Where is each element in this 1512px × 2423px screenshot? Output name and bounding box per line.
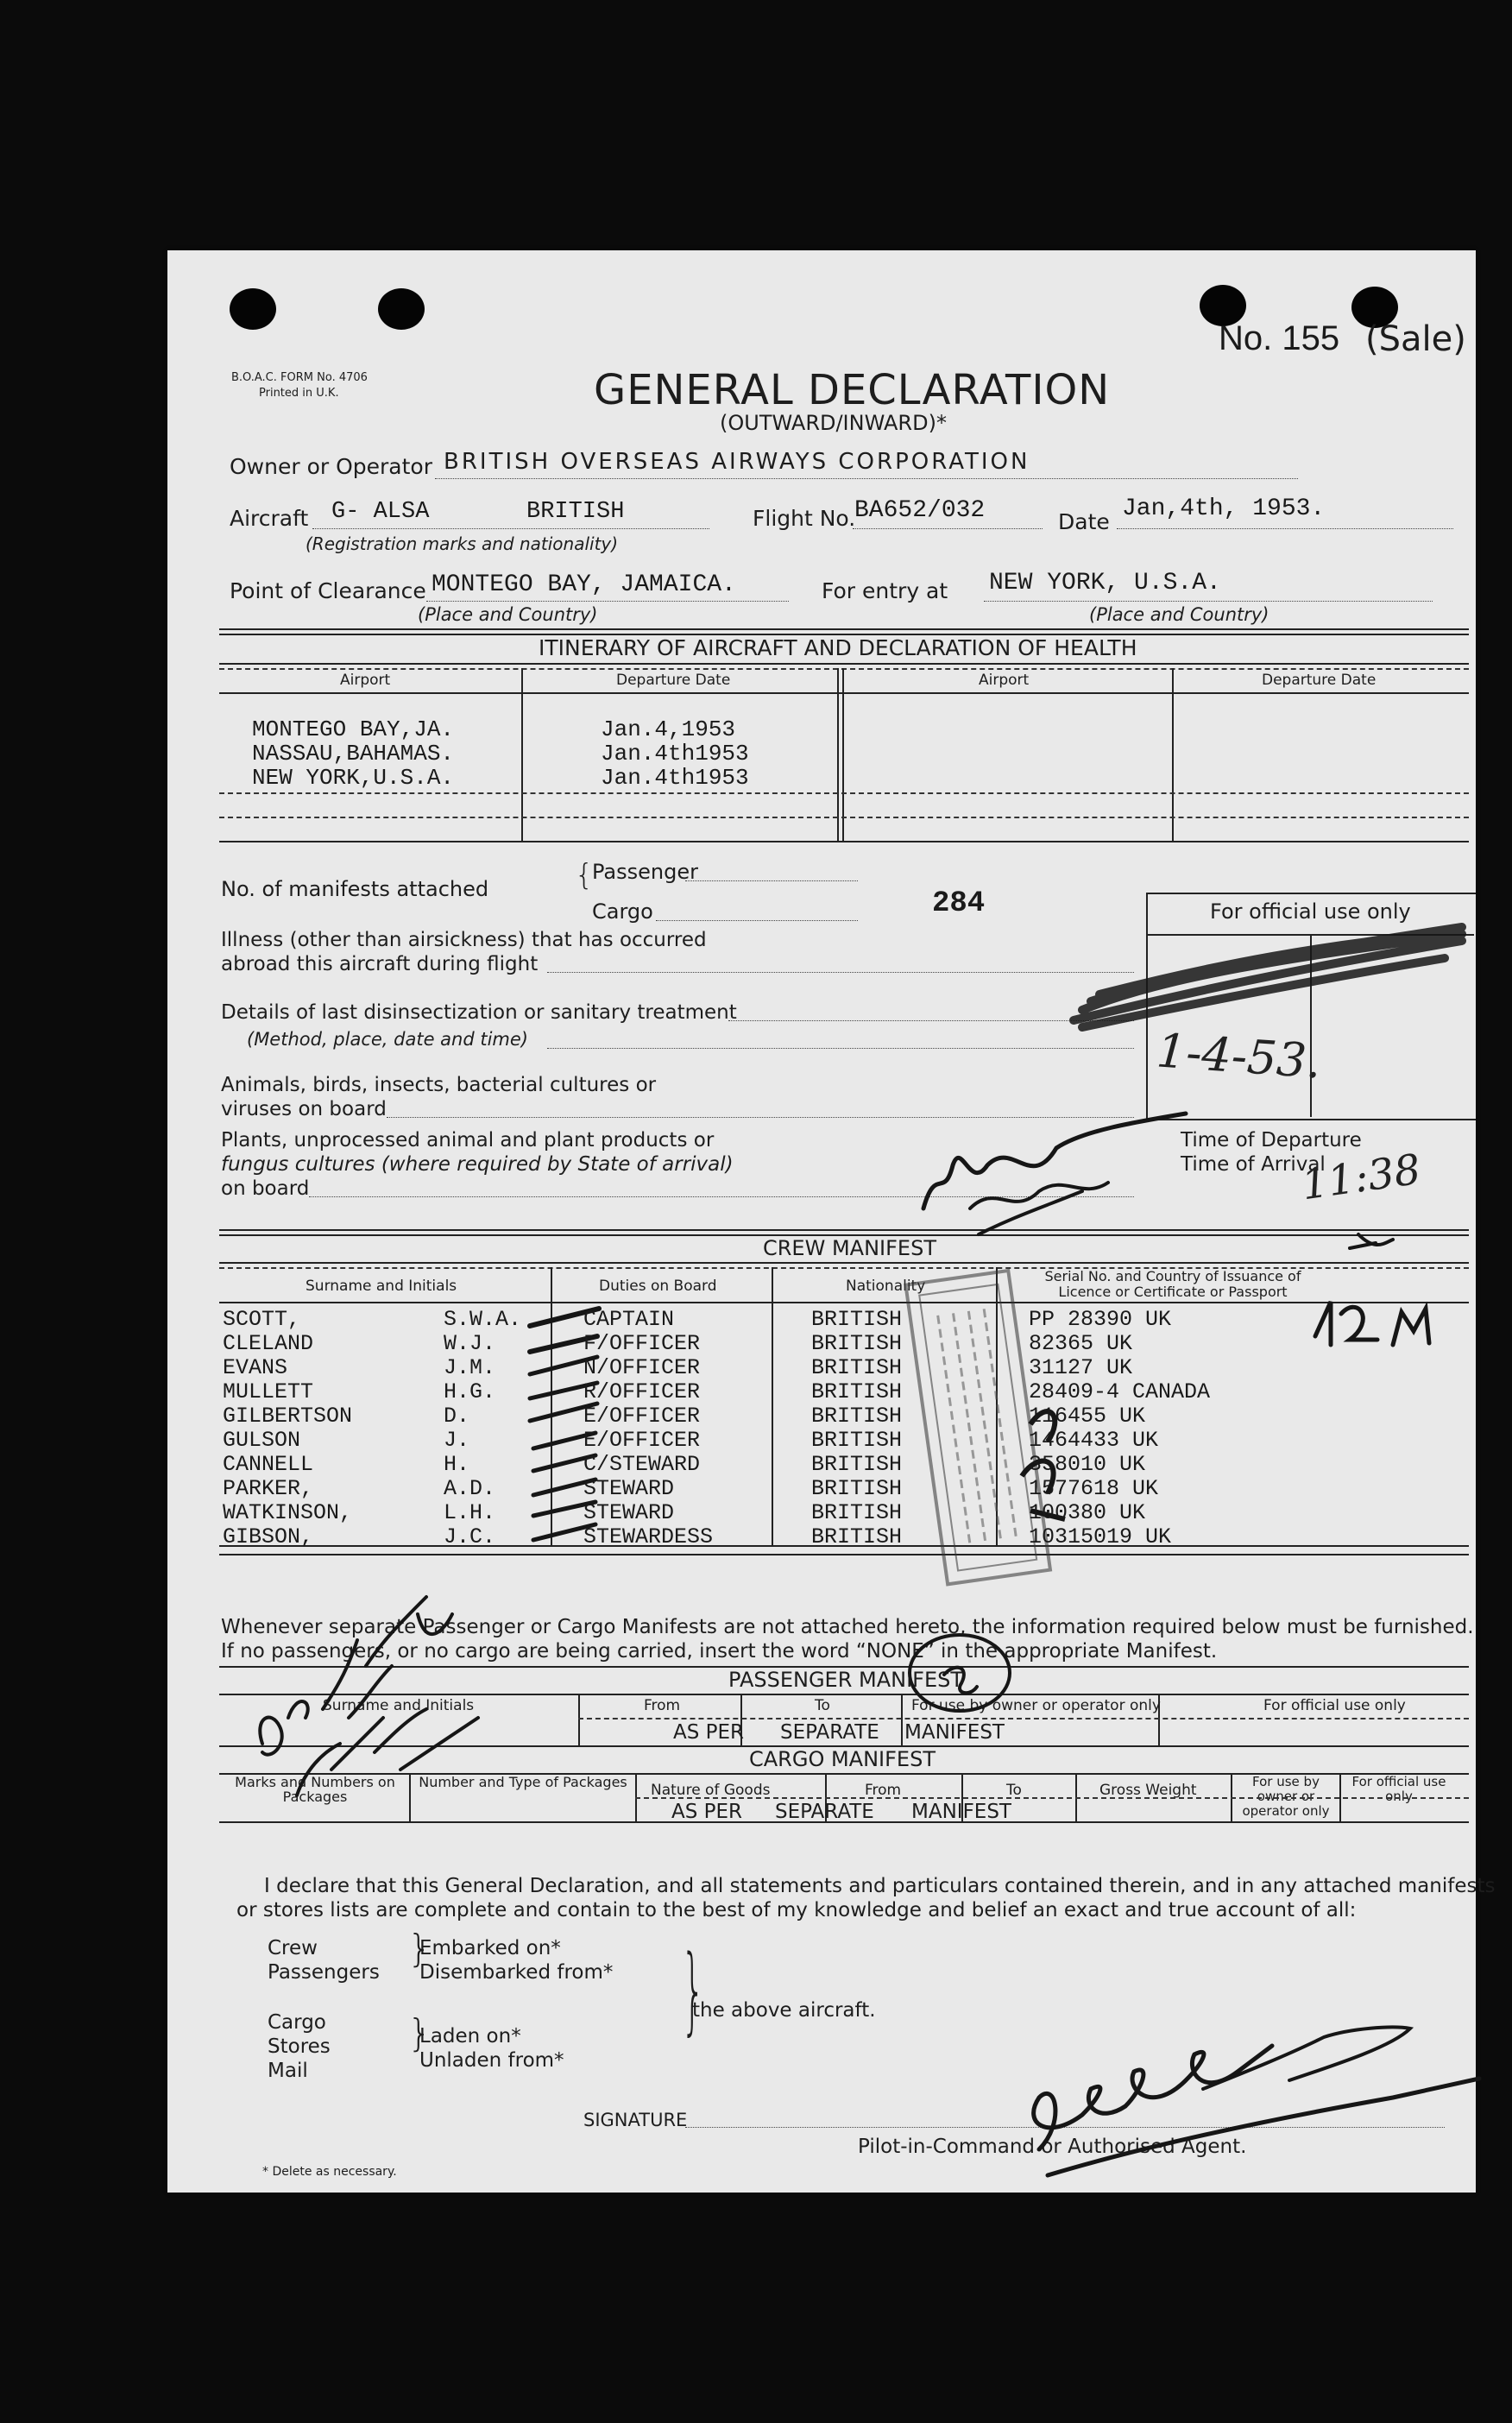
cargo-header-marks: Marks and Numbers on Packages xyxy=(235,1774,395,1805)
cargo-header-official: For official use only xyxy=(1351,1774,1446,1804)
handwritten-date: 1-4-53. xyxy=(1155,1023,1324,1089)
passenger-to-value: SEPARATE xyxy=(780,1721,879,1744)
plants-label-2: fungus cultures (where required by State of arrival) xyxy=(221,1153,734,1176)
crew-initials: A.D. xyxy=(444,1476,496,1501)
itinerary-header-date-2: Departure Date xyxy=(1262,672,1377,689)
cargo-header-owner: For use by owner or operator only xyxy=(1242,1774,1330,1819)
crew-surname: PARKER, xyxy=(223,1476,314,1501)
itinerary-date: Jan.4th1953 xyxy=(601,741,749,767)
declaration-form: B.O.A.C. FORM No. 4706 Printed in U.K. No. 155 (Sale) GENERAL DECLARATION (OUTWARD/INWARD)* Owner or Operator BRITISH OVERSEAS AIRWAYS CORPORATION Aircraft G- ALSA BRITISH (Registration marks and nationality) Flight No. BA652/032 Date Jan,4th, 1953. Point of Clearance MONTEGO BAY, JAMAICA. (Place and Country) For entry at NEW YORK, U.S.A. (Place and Country) ITINERARY OF AIRCRAFT AND DECLARATION OF HEALTH Airport Departure Date Airport Departure Date MONTEGO BAY,JA. NASSAU,BAHAMAS. NEW YORK,U.S.A. Jan.4,1953 Jan.4th1953 Jan.4th1953 No. of manifests attached { Passenger Cargo 284 For official use only Illness (other than airsickness) that has occurred abroad this aircraft during flight Details of last disinsectization or sanitary treatment (Method, place, date and time) Animals, birds, insects, bacterial cultures or viruses on board Plants, unprocessed animal and plant products or fungus cultures (where required by State of arrival) on board Time of Departure Time of Arrival CREW MANIFEST Surname and Initials Duties on Board Nationality Serial No. and Country of Issuance of Licence or Certificate or Passport Whenever separate Passenger or Cargo Manifests are not attached hereto, the information required below must be furnished. If no passengers, or no cargo are being carried, insert the word “NONE” in the appropriate Manifest. PASSENGER MANIFEST Surname and Initials From To For use by owner or operator only For official use only AS PER SEPARATE MANIFEST CARGO MANIFEST Marks and Numbers on Packages Number and Type of Packages Nature of Goods From To Gross Weight For use by owner or operator only For official use only AS PER SEPARATE MANIFEST I declare that this General Declaration, and all statements and particulars contained therein, and in any attached manifests or stores lists are complete and contain to the best of my knowledge and belief an exact and true account of all: Crew Passengers } Embarked on* Disembarked from* Cargo Stores Mail } Laden on* Unladen from* } the above aircraft. SIGNATURE Pilot-in-Command or Authorised Agent. * Delete as necessary. 1-4-53. 11:38 SCOTT, S.W.A. CAPTAIN BRITISH PP 28390 UK CLELAND W.J. F/OFFICER BRITISH 82365 UK EVANS J.M. N/OFFICER BRITISH 31127 UK MULLETT H.G. R/OFFICER BRITISH 28409-4 CANADA GILBERTSON D. E/OFFICER BRITISH 116455 UK GULSON J. E/OFFICER BRITISH 1464433 UK CANNELL H. C/STEWARD BRITISH 358010 UK PARKER, A.D. STEWARD BRITISH 1577618 UK WATKINSON, L.H. STEWARD BRITISH 100380 UK GIBSON, J.C. STEWARDESS BRITISH 10315019 UK xyxy=(167,250,1476,2193)
crew-initials: D. xyxy=(444,1404,470,1429)
crew-initials: J. xyxy=(444,1428,470,1453)
form-id: B.O.A.C. FORM No. 4706 xyxy=(231,371,368,384)
crew-nationality: BRITISH xyxy=(811,1452,903,1477)
crew-serial: PP 28390 UK xyxy=(1029,1307,1172,1332)
animals-label-2: viruses on board xyxy=(221,1098,387,1120)
passenger-owner-value: MANIFEST xyxy=(904,1721,1005,1744)
manifest-count: 284 xyxy=(932,887,986,920)
crew-initials: L.H. xyxy=(444,1500,496,1525)
crew-initials: H.G. xyxy=(444,1379,496,1404)
entry-value: NEW YORK, U.S.A. xyxy=(989,570,1221,596)
illness-label-2: abroad this aircraft during flight xyxy=(221,953,539,975)
itinerary-date: Jan.4,1953 xyxy=(601,716,736,742)
animals-label: Animals, birds, insects, bacterial cultures or xyxy=(221,1074,657,1096)
handwriting-overlay xyxy=(167,250,1476,2193)
crew-initials: W.J. xyxy=(444,1331,496,1356)
itinerary-header-airport: Airport xyxy=(340,672,391,689)
crew-surname: MULLETT xyxy=(223,1379,314,1404)
footnote: * Delete as necessary. xyxy=(262,2165,397,2179)
itinerary-airport: NASSAU,BAHAMAS. xyxy=(252,741,455,767)
declaration-line-1: I declare that this General Declaration, and all statements and particulars contained therein, and in any attached manifests xyxy=(264,1875,1496,1897)
crew-nationality: BRITISH xyxy=(811,1500,903,1525)
crew-nationality: BRITISH xyxy=(811,1355,903,1380)
cargo-header-number: Number and Type of Packages xyxy=(419,1774,627,1790)
passenger-from-value: AS PER xyxy=(673,1721,745,1744)
date-label: Date xyxy=(1058,509,1110,534)
mail-word: Mail xyxy=(268,2060,308,2082)
crew-serial: 116455 UK xyxy=(1029,1404,1146,1429)
crew-initials: H. xyxy=(444,1452,470,1477)
passengers-word: Passengers xyxy=(268,1961,380,1984)
crew-nationality: BRITISH xyxy=(811,1379,903,1404)
manifests-label: No. of manifests attached xyxy=(221,877,489,901)
crew-header-name: Surname and Initials xyxy=(306,1278,457,1295)
crew-duty: C/STEWARD xyxy=(583,1452,701,1477)
doc-type: (Sale) xyxy=(1365,319,1466,359)
crew-nationality: BRITISH xyxy=(811,1331,903,1356)
departure-time-label: Time of Departure xyxy=(1181,1129,1362,1152)
crew-serial: 358010 UK xyxy=(1029,1452,1146,1477)
crew-duty: STEWARD xyxy=(583,1476,675,1501)
entry-label: For entry at xyxy=(822,578,948,603)
itinerary-title: ITINERARY OF AIRCRAFT AND DECLARATION OF HEALTH xyxy=(539,635,1137,660)
illness-label: Illness (other than airsickness) that has occurred xyxy=(221,929,707,951)
crew-duty: R/OFFICER xyxy=(583,1379,701,1404)
signature-label: SIGNATURE xyxy=(583,2110,688,2130)
embarked-label: Embarked on* xyxy=(419,1937,561,1959)
passenger-header-name: Surname and Initials xyxy=(323,1697,475,1714)
cargo-header-weight: Gross Weight xyxy=(1099,1782,1197,1799)
arrival-time-label: Time of Arrival xyxy=(1181,1153,1326,1176)
owner-value: BRITISH OVERSEAS AIRWAYS CORPORATION xyxy=(444,449,1030,475)
crew-initials: J.C. xyxy=(444,1524,496,1549)
crew-duty: E/OFFICER xyxy=(583,1404,701,1429)
entry-note: (Place and Country) xyxy=(1089,604,1269,625)
cargo-header-from: From xyxy=(865,1782,902,1799)
crew-nationality: BRITISH xyxy=(811,1428,903,1453)
crew-nationality: BRITISH xyxy=(811,1307,903,1332)
crew-surname: CANNELL xyxy=(223,1452,314,1477)
itinerary-header-airport-2: Airport xyxy=(979,672,1030,689)
passenger-header-from: From xyxy=(644,1697,681,1714)
plants-label-3: on board xyxy=(221,1177,310,1200)
crew-initials: J.M. xyxy=(444,1355,496,1380)
pilot-label: Pilot-in-Command or Authorised Agent. xyxy=(858,2136,1247,2158)
cargo-label: Cargo xyxy=(592,899,653,924)
official-use-label: For official use only xyxy=(1210,899,1411,924)
cargo-header-nature: Nature of Goods xyxy=(651,1782,771,1799)
plants-label: Plants, unprocessed animal and plant products or xyxy=(221,1129,715,1152)
crew-surname: CLELAND xyxy=(223,1331,314,1356)
crew-header-duties: Duties on Board xyxy=(599,1278,717,1295)
stores-word: Stores xyxy=(268,2035,331,2058)
page-subtitle: (OUTWARD/INWARD)* xyxy=(720,411,947,435)
crew-duty: N/OFFICER xyxy=(583,1355,701,1380)
clearance-label: Point of Clearance xyxy=(230,578,426,603)
crew-manifest-title: CREW MANIFEST xyxy=(763,1236,936,1260)
manifest-note-2: If no passengers, or no cargo are being carried, insert the word “NONE” in the appropriate Manifest. xyxy=(221,1640,1218,1663)
clearance-note: (Place and Country) xyxy=(418,604,598,625)
printed-note: Printed in U.K. xyxy=(259,387,339,400)
itinerary-airport: NEW YORK,U.S.A. xyxy=(252,765,455,791)
crew-serial: 1464433 UK xyxy=(1029,1428,1159,1453)
cargo-manifest-title: CARGO MANIFEST xyxy=(749,1747,936,1771)
cargo-value-c: MANIFEST xyxy=(911,1801,1011,1823)
passenger-manifest-title: PASSENGER MANIFEST xyxy=(728,1668,964,1692)
crew-word: Crew xyxy=(268,1937,318,1959)
doc-number: No. 155 xyxy=(1219,319,1340,357)
aircraft-note: (Registration marks and nationality) xyxy=(306,533,619,554)
owner-label: Owner or Operator xyxy=(230,454,432,479)
handwritten-arrival-time: 11:38 xyxy=(1298,1145,1424,1210)
crew-duty: E/OFFICER xyxy=(583,1428,701,1453)
cargo-value-a: AS PER xyxy=(671,1801,743,1823)
declaration-line-2: or stores lists are complete and contain to the best of my knowledge and belief an exact and true account of all: xyxy=(236,1899,1357,1921)
crew-nationality: BRITISH xyxy=(811,1524,903,1549)
date-value: Jan,4th, 1953. xyxy=(1122,495,1326,522)
crew-surname: GULSON xyxy=(223,1428,301,1453)
cargo-value-b: SEPARATE xyxy=(775,1801,874,1823)
crew-duty: STEWARDESS xyxy=(583,1524,714,1549)
crew-nationality: BRITISH xyxy=(811,1476,903,1501)
manifest-note-1: Whenever separate Passenger or Cargo Manifests are not attached hereto, the information required below must be furnished. xyxy=(221,1616,1474,1638)
clearance-value: MONTEGO BAY, JAMAICA. xyxy=(432,571,736,598)
crew-serial: 10315019 UK xyxy=(1029,1524,1172,1549)
aircraft-nationality: BRITISH xyxy=(526,499,625,525)
passenger-header-to: To xyxy=(815,1697,830,1714)
crew-duty: CAPTAIN xyxy=(583,1307,675,1332)
itinerary-header-date: Departure Date xyxy=(616,672,731,689)
crew-header-nationality: Nationality xyxy=(846,1278,926,1295)
crew-duty: F/OFFICER xyxy=(583,1331,701,1356)
cargo-header-to: To xyxy=(1006,1782,1022,1799)
itinerary-airport: MONTEGO BAY,JA. xyxy=(252,716,455,742)
page-title: GENERAL DECLARATION xyxy=(594,366,1111,414)
above-aircraft: the above aircraft. xyxy=(692,1999,876,2022)
crew-duty: STEWARD xyxy=(583,1500,675,1525)
unladen-label: Unladen from* xyxy=(419,2049,564,2072)
aircraft-registration: G- ALSA xyxy=(331,499,430,525)
crew-serial: 100380 UK xyxy=(1029,1500,1146,1525)
crew-surname: EVANS xyxy=(223,1355,288,1380)
passenger-header-owner: For use by owner or operator only xyxy=(911,1697,1161,1714)
crew-serial: 1577618 UK xyxy=(1029,1476,1159,1501)
crew-surname: GILBERTSON xyxy=(223,1404,353,1429)
crew-serial: 31127 UK xyxy=(1029,1355,1133,1380)
crew-serial: 28409-4 CANADA xyxy=(1029,1379,1211,1404)
crew-serial: 82365 UK xyxy=(1029,1331,1133,1356)
aircraft-label: Aircraft xyxy=(230,506,309,531)
cargo-word: Cargo xyxy=(268,2011,326,2034)
disembarked-label: Disembarked from* xyxy=(419,1961,614,1984)
crew-initials: S.W.A. xyxy=(444,1307,522,1332)
passenger-header-official: For official use only xyxy=(1263,1697,1406,1714)
flight-label: Flight No. xyxy=(753,506,856,531)
itinerary-date: Jan.4th1953 xyxy=(601,765,749,791)
crew-surname: SCOTT, xyxy=(223,1307,301,1332)
laden-label: Laden on* xyxy=(419,2025,521,2048)
crew-surname: GIBSON, xyxy=(223,1524,314,1549)
crew-surname: WATKINSON, xyxy=(223,1500,353,1525)
passenger-label: Passenger xyxy=(592,860,698,884)
crew-header-serial: Serial No. and Country of Issuance of Licence or Certificate or Passport xyxy=(1044,1268,1301,1300)
disinfection-label: Details of last disinsectization or sanitary treatment xyxy=(221,1001,737,1024)
crew-nationality: BRITISH xyxy=(811,1404,903,1429)
disinfection-note: (Method, place, date and time) xyxy=(247,1029,529,1050)
flight-number: BA652/032 xyxy=(854,497,986,524)
